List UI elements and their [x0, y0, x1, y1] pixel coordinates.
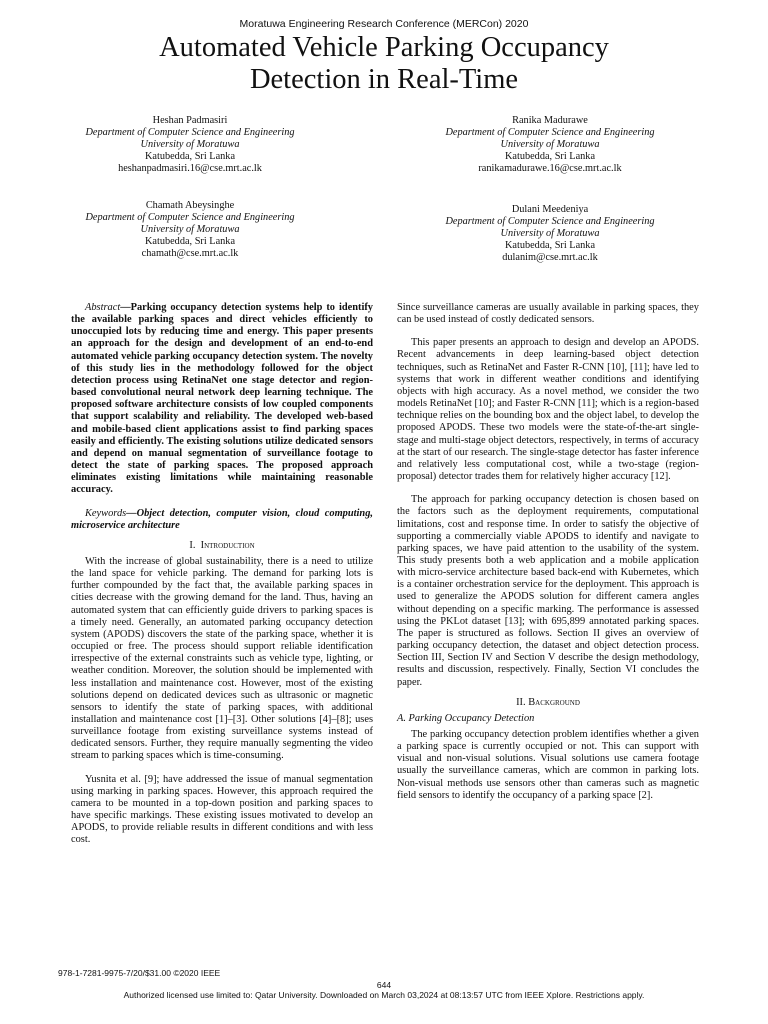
paragraph: The parking occupancy detection problem identifies whether a given a parking space is currently occupied or not. This can support with visual and non-visual solutions. Visual solutions use camera footage usually the surveillance cameras, which are common in parking lots. Non-visual methods use sensors other than cameras such as magnetic field sensors to identify the occupancy of a parking space [2]. — [397, 729, 699, 801]
page-number: 644 — [376, 980, 392, 990]
author-email: chamath@cse.mrt.ac.lk — [141, 248, 239, 259]
left-column — [71, 302, 373, 847]
author-email: dulanim@cse.mrt.ac.lk — [502, 252, 598, 263]
author-name: Chamath Abeysinghe — [145, 200, 235, 211]
isbn-footer: 978-1-7281-9975-7/20/$31.00 ©2020 IEEE — [58, 968, 221, 978]
author-name: Dulani Meedeniya — [511, 204, 589, 215]
author-name: Heshan Padmasiri — [152, 115, 228, 126]
paragraph: Yusnita et al. [9]; have addressed the issue of manual segmentation using marking in parking spaces. However, this approach required the camera to be mounted in a top-down position and parking spaces to have specific markings. These existing issues motivated to develop an APODS, to provide reliable results in different conditions and with less cost. — [71, 773, 373, 846]
conference-header: Moratuwa Engineering Research Conference (MERCon) 2020 — [239, 18, 529, 30]
section-number: II. — [516, 696, 526, 708]
author-dept: Department of Computer Science and Engineering — [85, 212, 295, 223]
section-heading-introduction — [71, 540, 373, 552]
right-column — [397, 302, 699, 802]
title-line-2: Detection in Real-Time — [249, 64, 519, 95]
abstract — [71, 302, 373, 497]
section-heading-background — [397, 697, 699, 709]
section-title: Introduction — [200, 539, 255, 551]
author-block-2 — [420, 115, 680, 175]
author-block-1 — [60, 115, 320, 175]
keywords-text: —Object detection, computer vision, cloud computing, microservice architecture — [71, 507, 373, 531]
author-univ: University of Moratuwa — [500, 228, 600, 239]
section-title: Background — [528, 696, 580, 708]
author-name: Ranika Madurawe — [512, 115, 588, 126]
paragraph: With the increase of global sustainability, there is a need to utilize the land space for vehicle parking. The demand for parking lots is further compounded by the fact that, the available parking spaces in cities decrease with the growing demand for the land. Thus, having an automated system that can efficiently guide drivers to parking spaces is a timely need. Generally, an automated parking occupancy detection system (APODS) discovers the state of the parking space, whether it is occupied or free. The process should support reliable identification irrespective of the external constraints such as vehicle type, lighting, or weather condition. Moreover, the solution should be implemented with less installation and maintenance cost. However, most of the existing solutions depend on dedicated devices such as ultrasonic or magnetic sensors to identify the state of parking spaces, with additional installation and maintenance cost [1]–[3]. Other solutions [4]–[8]; uses surveillance footage from existing surveillance systems instead of dedicated sensors. Further, they require manually segmenting the video stream to parking spaces which is time-consuming. — [71, 555, 373, 762]
section-number: I. — [189, 539, 196, 551]
paragraph: Since surveillance cameras are usually available in parking spaces, they can be used instead of costly dedicated sensors. — [397, 302, 699, 326]
author-dept: Department of Computer Science and Engineering — [85, 127, 295, 138]
abstract-label: Abstract — [85, 302, 121, 313]
keywords-label: Keywords — [85, 507, 127, 519]
author-dept: Department of Computer Science and Engineering — [445, 127, 655, 138]
author-block-4 — [420, 204, 680, 264]
author-email: heshanpadmasiri.16@cse.mrt.ac.lk — [118, 163, 262, 174]
subsection-heading: A. Parking Occupancy Detection — [397, 712, 535, 724]
author-univ: University of Moratuwa — [140, 224, 240, 235]
author-location: Katubedda, Sri Lanka — [144, 151, 236, 162]
author-location: Katubedda, Sri Lanka — [504, 240, 596, 251]
author-univ: University of Moratuwa — [500, 139, 600, 150]
author-email: ranikamadurawe.16@cse.mrt.ac.lk — [478, 163, 622, 174]
author-location: Katubedda, Sri Lanka — [144, 236, 236, 247]
title-line-1: Automated Vehicle Parking Occupancy — [159, 32, 609, 63]
author-dept: Department of Computer Science and Engineering — [445, 216, 655, 227]
paragraph: The approach for parking occupancy detection is chosen based on the factors such as the deployment requirements, computational limitations, cost and response time. In order to satisfy the objective of supporting a commercially viable APODS to identify and navigate to parking spaces, we have paid attention to the usability of the system. This study presents both a web application and a mobile application with micro-service architecture based back-end with Kubernetes, which is a container orchestration service for the deployment. This approach is used to generalize the APODS solution for different camera angles without depending on a specific marking. The performance is assessed using the PKLot dataset [13]; with 695,899 annotated parking spaces. The paper is structured as follows. Section II gives an overview of parking occupancy detection, the dataset and object detection process. Section III, Section IV and Section V describe the design methodology, results and discussion, respectively. Finally, Section VI concludes the paper. — [397, 494, 699, 688]
author-block-3 — [60, 200, 320, 260]
license-notice: Authorized licensed use limited to: Qatar University. Downloaded on March 03,2024 at 08:13:57 UTC from IEEE Xplore. Restrictions apply. — [123, 990, 645, 1000]
author-location: Katubedda, Sri Lanka — [504, 151, 596, 162]
paper-title — [60, 32, 708, 96]
keywords — [71, 508, 373, 532]
abstract-text: —Parking occupancy detection systems help to identify the available parking spaces and direct vehicles efficiently to unoccupied lots by reducing time and energy. This paper presents an approach for the design and development of an end-to-end automated vehicle parking occupancy detection system. The novelty of this study lies in the methodology followed for the object detection process using RetinaNet one stage detector and region-based convolutional neural network deep learning technique. The proposed software architecture consists of low coupled components that support scalability and reliability. The developed web-based and mobile-based client applications assist to find parking spaces easily and efficiently. The existing solutions utilize dedicated sensors and depend on manual segmentation of surveillance footage to detect the state of parking spaces. The proposed approach eliminates existing limitations while maintaining reasonable accuracy. — [71, 302, 373, 496]
paragraph: This paper presents an approach to design and develop an APODS. Recent advancements in deep learning-based object detection techniques, such as RetinaNet and Faster R-CNN [10], [11]; have led to systems that work in different weather conditions and identifying objects with high accuracy. As a novel method, we consider the two models RetinaNet [10]; and Faster R-CNN [11]; which is a region-based technique relies on the bounding box and the object label, to develop the proposed APODS. These two models were the state-of-the-art single-stage and multi-stage object detectors, respectively, in terms of accuracy at the start of our research. The single-stage detector has faster inference and relatively less computational cost, while a two-stage (region-proposal) detector trades them for relatively higher accuracy [12]. — [397, 337, 699, 483]
author-univ: University of Moratuwa — [140, 139, 240, 150]
